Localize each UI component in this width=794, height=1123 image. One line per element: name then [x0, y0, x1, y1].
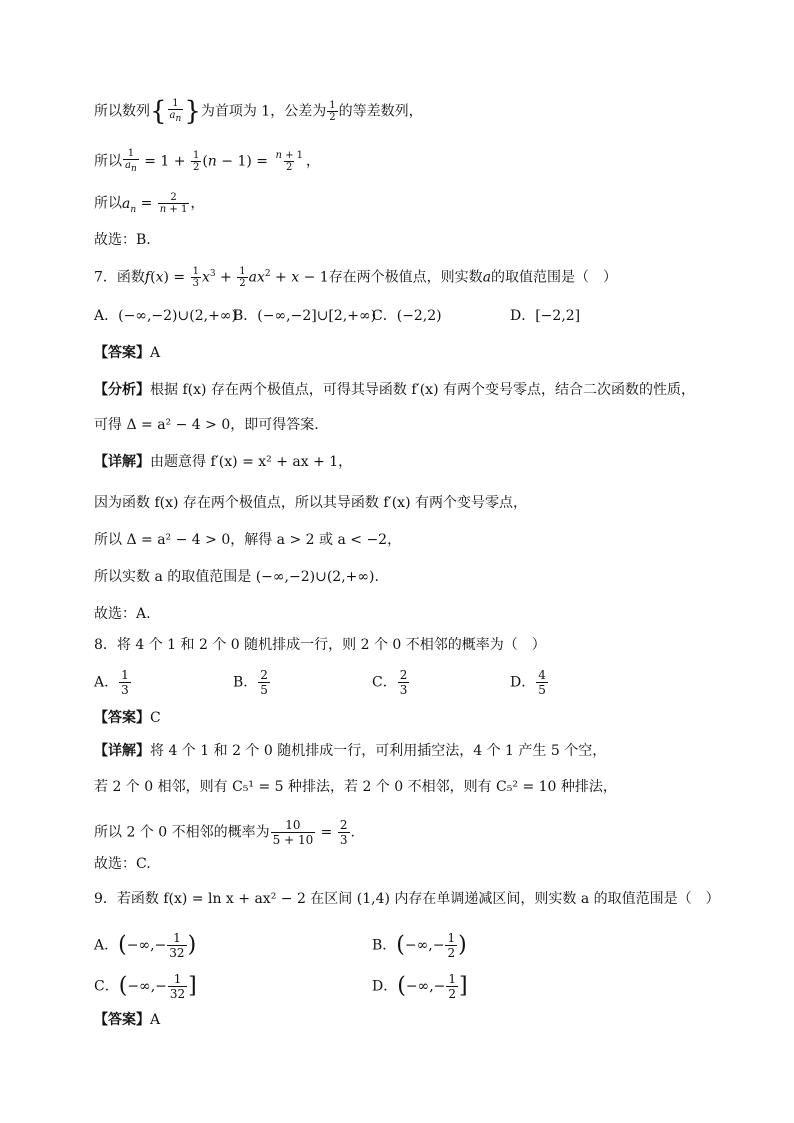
q7-option-a: A．(−∞,−2)∪(2,+∞) — [94, 308, 237, 324]
q8-option-a: A． $\frac{1}{3}$ — [94, 668, 129, 697]
q8-option-d: D． $\frac{4}{5}$ — [510, 668, 546, 697]
q7-stem: 7．函数f(x) = $\frac{1}{3}$ $x^3$ + $\frac{1}{2}$ $ax^2 + x - 1$存在两个极值点，则实数a的取值范围是（ ） — [94, 266, 618, 290]
q7-detail-1: 【详解】由题意得 f′(x) = x² + ax + 1， — [94, 454, 353, 470]
q7-analysis-2: 可得 Δ = a² − 4 > 0，即可得答案. — [94, 417, 319, 433]
q9-option-c: C．(−∞,− $\frac{1}{32}$ ] — [94, 972, 197, 1001]
q7-option-c: C．(−2,2) — [372, 308, 442, 324]
line-reciprocal-formula: 所以 $\frac{1}{a_n}$ = 1 + $\frac{1}{2}$ (n − 1) = $\frac{n + 1}{2}$ ， — [94, 148, 321, 174]
q8-option-b: B． $\frac{2}{5}$ — [233, 668, 268, 697]
q7-detail-4: 所以实数 a 的取值范围是 (−∞,−2)∪(2,+∞). — [94, 569, 379, 585]
q9-option-a: A．(−∞,− $\frac{1}{32}$ ) — [94, 931, 197, 960]
q9-option-d: D．(−∞,− $\frac{1}{2}$ ] — [372, 972, 468, 1001]
q7-answer: 【答案】A — [94, 345, 161, 361]
q7-detail-2: 因为函数 f(x) 存在两个极值点，所以其导函数 f′(x) 有两个变号零点， — [94, 495, 527, 511]
q7-option-d: D．[−2,2] — [510, 308, 581, 324]
line-an-formula: 所以$a_n$ = $\frac{2}{n + 1}$ ， — [94, 192, 205, 215]
line-sequence-statement: 所以数列{ $\frac{1}{a_n}$ }为首项为 1，公差为 $\frac{1}{2}$ 的等差数列， — [94, 96, 423, 127]
q7-detail-3: 所以 Δ = a² − 4 > 0，解得 a > 2 或 a < −2， — [94, 532, 402, 548]
q7-analysis-1: 【分析】根据 f(x) 存在两个极值点，可得其导函数 f′(x) 有两个变号零点，结合二次函数的性质， — [94, 382, 695, 398]
q9-option-b: B．(−∞,− $\frac{1}{2}$ ) — [372, 931, 467, 960]
q9-answer: 【答案】A — [94, 1012, 161, 1028]
q8-detail-3: 所以 2 个 0 不相邻的概率为 $\frac{10}{5 + 10}$ = $\frac{2}{3}$ . — [94, 818, 355, 847]
q8-detail-1: 【详解】将 4 个 1 和 2 个 0 随机排成一行，可利用插空法，4 个 1 产生 5 个空， — [94, 743, 607, 759]
line-choose-b: 故选：B. — [94, 232, 151, 248]
q9-stem: 9．若函数 f(x) = ln x + ax² − 2 在区间 (1,4) 内存在单调递减区间，则实数 a 的取值范围是（ ） — [94, 891, 720, 907]
q7-option-b: B．(−∞,−2]∪[2,+∞) — [233, 308, 377, 324]
q8-option-c: C． $\frac{2}{3}$ — [372, 668, 408, 697]
q8-detail-4: 故选：C. — [94, 856, 151, 872]
q8-answer: 【答案】C — [94, 710, 161, 726]
q8-stem: 8．将 4 个 1 和 2 个 0 随机排成一行，则 2 个 0 不相邻的概率为（ ） — [94, 637, 546, 653]
q8-detail-2: 若 2 个 0 相邻，则有 C₅¹ = 5 种排法，若 2 个 0 不相邻，则有 C₅² = 10 种排法， — [94, 779, 617, 795]
q7-detail-5: 故选：A. — [94, 606, 151, 622]
fraction: $\frac{1}{2}$ — [329, 100, 336, 123]
fraction: $\frac{1}{a_n}$ — [169, 98, 182, 124]
